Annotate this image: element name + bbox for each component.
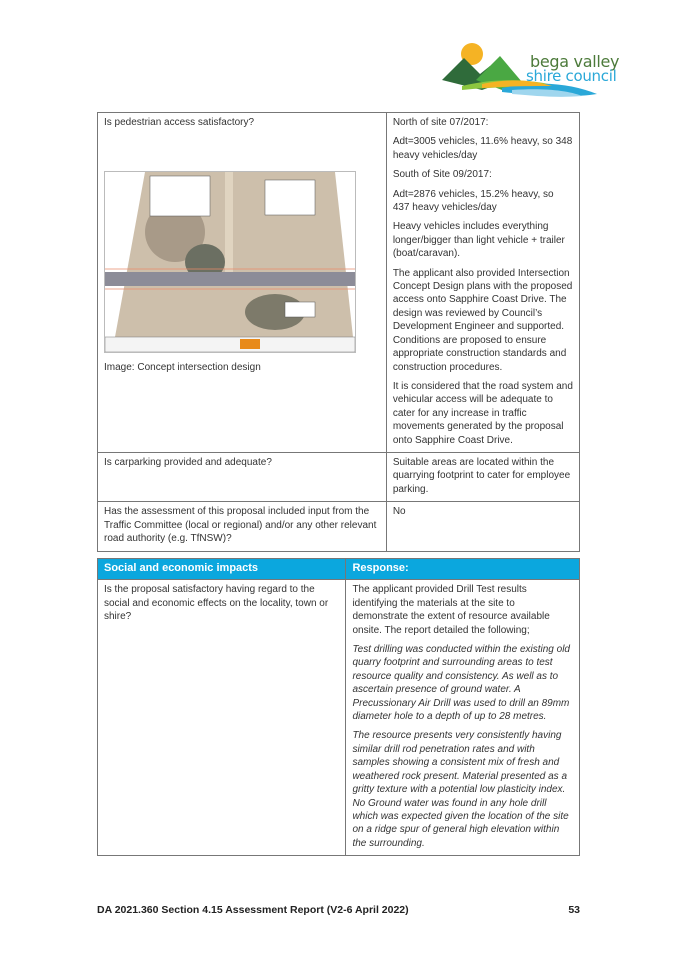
response-paragraph: Suitable areas are located within the quarrying footprint to cater for employee parking. — [392, 456, 571, 495]
table-row — [98, 452, 580, 501]
question-cell: Is carparking provided and adequate? — [98, 452, 387, 501]
intersection-plan-drawing — [105, 172, 355, 352]
logo-text-line1: bega valley — [530, 52, 620, 71]
response-paragraph: The applicant also provided Intersection Concept Design plans with the proposed access onto Sapphire Coast Drive. The design was reviewed by Council’s Development Engineer and supported. Conditions are proposed to ensure appropriate construction standards and construction procedures. — [392, 267, 573, 373]
response-paragraph: The applicant provided Drill Test results identifying the materials at the site to demonstrate the extent of resource available onsite. The report detailed the following; — [352, 584, 550, 636]
response-cell — [386, 113, 579, 453]
traffic-assessment-table — [97, 112, 580, 552]
logo-text-line2: shire council — [526, 67, 617, 85]
page-footer — [97, 904, 580, 916]
response-paragraph: North of site 07/2017: — [392, 117, 489, 128]
response-paragraph: No — [392, 506, 406, 518]
response-cell — [386, 502, 579, 552]
response-paragraph: Heavy vehicles includes everything longer/bigger than light vehicle + trailer (boat/caravan). — [392, 221, 565, 260]
footer-title: DA 2021.360 Section 4.15 Assessment Report (V2-6 April 2022) — [97, 904, 409, 916]
question-cell: Is the proposal satisfactory having regard to the social and economic effects on the locality, town or shire? — [98, 580, 346, 856]
question-cell — [98, 113, 387, 453]
council-logo — [442, 40, 632, 102]
table-row — [98, 580, 580, 856]
question-text: Is pedestrian access satisfactory? — [104, 117, 255, 128]
question-cell: Has the assessment of this proposal included input from the Traffic Committee (local or regional) and/or any other relevant road authority (e.g. TfNSW)? — [98, 502, 387, 552]
response-paragraph: It is considered that the road system and vehicular access will be adequate to cater for any increase in traffic movements generated by the proposal onto Sapphire Coast Drive. — [392, 380, 573, 446]
table-row — [98, 502, 580, 552]
quoted-paragraph: The resource presents very consistently having similar drill rod penetration rates and with samples showing a consistent mix of fresh and weathered rock present. Material presented as a gritty texture with a potential low plasticity index. No Ground water was found in any hole drill which was expected given the location of the site on a ridge spur of general high elevation within the surrounding. — [352, 730, 569, 849]
response-paragraph: Adt=2876 vehicles, 15.2% heavy, so 437 heavy vehicles/day — [392, 188, 554, 214]
response-paragraph: Adt=3005 vehicles, 11.6% heavy, so 348 heavy vehicles/day — [392, 136, 573, 161]
column-header: Social and economic impacts — [98, 559, 346, 580]
social-economic-table — [97, 558, 580, 856]
concept-intersection-image — [104, 171, 356, 353]
table-row — [98, 113, 580, 453]
quoted-paragraph: Test drilling was conducted within the existing old quarry footprint and surrounding areas to test resource quality and consistency. As well as to ascertain presence of ground water. A Precussionary Air Drill was used to drill an 89mm diameter hole to a depth of up to 28 metres. — [352, 644, 570, 723]
image-caption: Image: Concept intersection design — [104, 362, 261, 374]
page-number: 53 — [568, 904, 580, 916]
response-cell — [386, 452, 579, 501]
table-header-row — [98, 559, 580, 580]
response-cell — [346, 580, 580, 856]
response-paragraph: South of Site 09/2017: — [392, 169, 492, 181]
column-header: Response: — [346, 559, 580, 580]
